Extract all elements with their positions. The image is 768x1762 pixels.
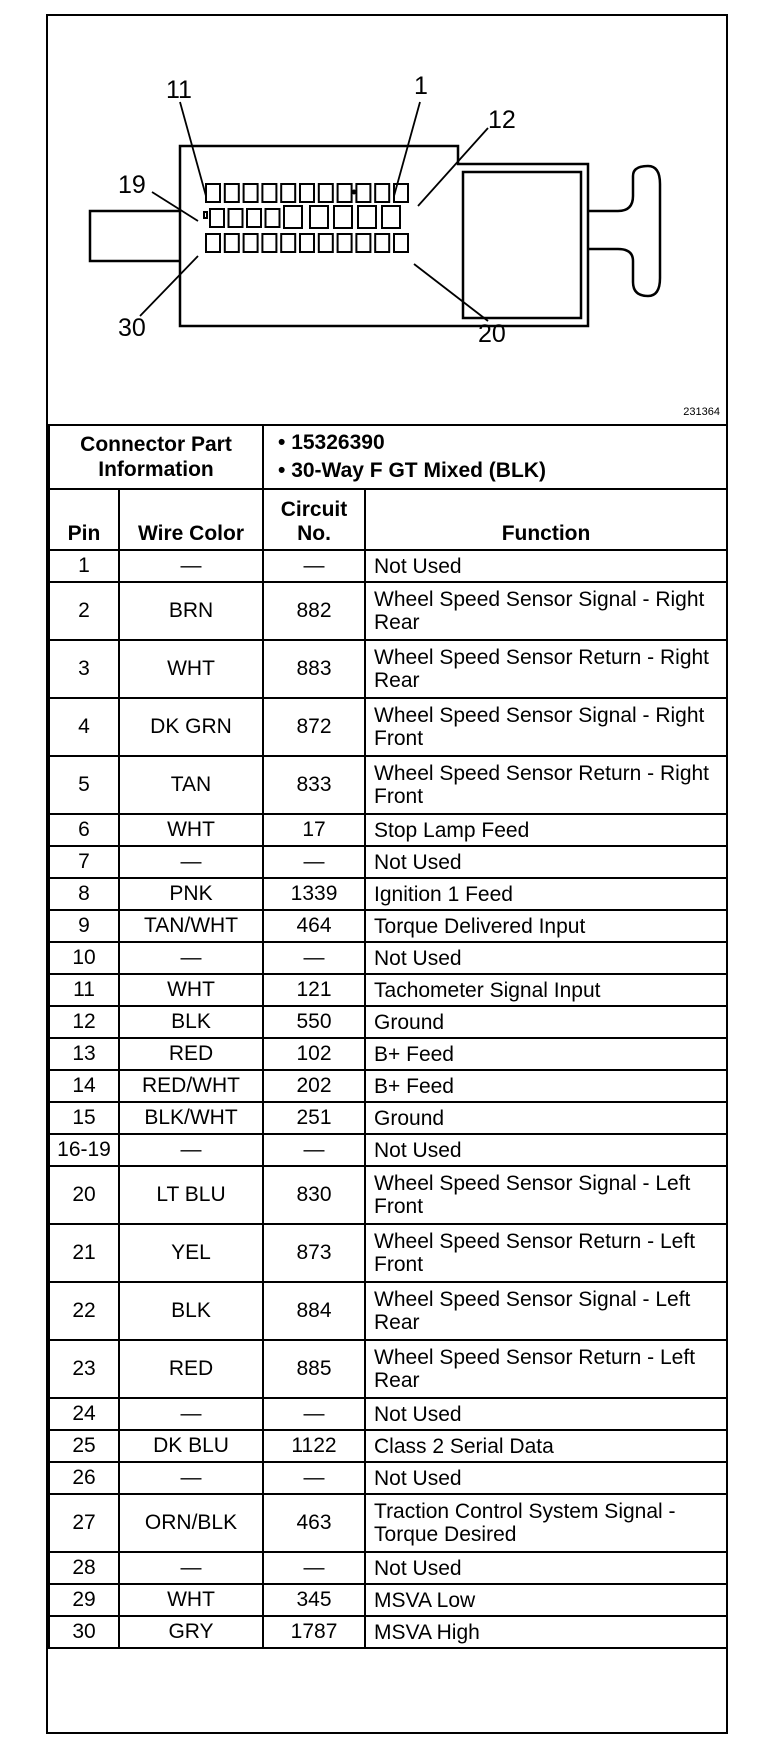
circuit-cell: 1787 xyxy=(263,1616,365,1648)
pin-cell: 28 xyxy=(49,1552,119,1584)
table-row xyxy=(49,550,727,582)
pin-cavity xyxy=(210,209,224,227)
function-cell: Not Used xyxy=(365,942,727,974)
pin-cavities xyxy=(204,184,408,252)
pin-label-12: 12 xyxy=(488,106,516,134)
header-pin: Pin xyxy=(49,489,119,550)
table-row xyxy=(49,582,727,640)
pin-cavity xyxy=(300,234,314,252)
pin-label-19: 19 xyxy=(118,171,146,199)
figure-id: 231364 xyxy=(683,406,720,418)
table-row xyxy=(49,1102,727,1134)
circuit-cell: — xyxy=(263,942,365,974)
pin-cavity xyxy=(266,209,280,227)
wire-color-cell: TAN xyxy=(119,756,263,814)
circuit-cell: 102 xyxy=(263,1038,365,1070)
pin-cell: 16-19 xyxy=(49,1134,119,1166)
pin-cavity xyxy=(358,206,376,228)
wire-color-cell: — xyxy=(119,942,263,974)
table-row xyxy=(49,878,727,910)
table-row xyxy=(49,1430,727,1462)
pin-cavity xyxy=(394,234,408,252)
table-row xyxy=(49,1006,727,1038)
wire-color-cell: DK GRN xyxy=(119,698,263,756)
right-latch xyxy=(588,166,660,296)
table-row xyxy=(49,756,727,814)
pin-cavity xyxy=(375,184,389,202)
wire-color-cell: — xyxy=(119,846,263,878)
pin-cell: 11 xyxy=(49,974,119,1006)
circuit-cell: — xyxy=(263,1462,365,1494)
wire-color-cell: BLK xyxy=(119,1282,263,1340)
connector-sheet xyxy=(46,14,728,1734)
wire-color-cell: WHT xyxy=(119,974,263,1006)
function-cell: Ground xyxy=(365,1102,727,1134)
wire-color-cell: — xyxy=(119,1552,263,1584)
function-cell: Wheel Speed Sensor Signal - Right Front xyxy=(365,698,727,756)
connector-part-number: • 15326390 xyxy=(278,431,385,454)
pin-cavity xyxy=(206,184,220,202)
circuit-cell: 121 xyxy=(263,974,365,1006)
pin-cavity xyxy=(310,206,328,228)
header-circuit-no: Circuit No. xyxy=(263,489,365,550)
wire-color-cell: — xyxy=(119,1398,263,1430)
pin-marker-dot xyxy=(352,190,357,195)
table-row xyxy=(49,1038,727,1070)
connector-description: • 30-Way F GT Mixed (BLK) xyxy=(278,459,546,482)
wire-color-cell: ORN/BLK xyxy=(119,1494,263,1552)
pin-cell: 6 xyxy=(49,814,119,846)
circuit-cell: — xyxy=(263,1134,365,1166)
pin-cell: 27 xyxy=(49,1494,119,1552)
pin-cavity xyxy=(319,184,333,202)
function-cell: Stop Lamp Feed xyxy=(365,814,727,846)
table-row xyxy=(49,1494,727,1552)
pin-cavity xyxy=(225,184,239,202)
wire-color-cell: BRN xyxy=(119,582,263,640)
function-cell: B+ Feed xyxy=(365,1070,727,1102)
pin-cell: 13 xyxy=(49,1038,119,1070)
pinout-table xyxy=(48,424,728,1649)
pin-cell: 30 xyxy=(49,1616,119,1648)
pin-cavity xyxy=(244,184,258,202)
circuit-cell: — xyxy=(263,846,365,878)
function-cell: Wheel Speed Sensor Return - Right Rear xyxy=(365,640,727,698)
table-row xyxy=(49,1398,727,1430)
pin-cell: 20 xyxy=(49,1166,119,1224)
function-cell: Not Used xyxy=(365,550,727,582)
pin-cavity xyxy=(300,184,314,202)
table-row xyxy=(49,1166,727,1224)
pin-label-20: 20 xyxy=(478,320,506,348)
wire-color-cell: WHT xyxy=(119,814,263,846)
function-cell: Wheel Speed Sensor Signal - Right Rear xyxy=(365,582,727,640)
table-row xyxy=(49,1282,727,1340)
function-cell: Wheel Speed Sensor Signal - Left Rear xyxy=(365,1282,727,1340)
table-row xyxy=(49,1134,727,1166)
circuit-cell: 873 xyxy=(263,1224,365,1282)
wire-color-cell: BLK/WHT xyxy=(119,1102,263,1134)
table-row xyxy=(49,1462,727,1494)
wire-color-cell: — xyxy=(119,1462,263,1494)
function-cell: Torque Delivered Input xyxy=(365,910,727,942)
connector-info-row xyxy=(49,425,727,489)
circuit-cell: 833 xyxy=(263,756,365,814)
connector-diagram xyxy=(48,16,726,426)
connector-drawing xyxy=(48,16,726,424)
pin-cavity xyxy=(338,234,352,252)
pin-cell: 23 xyxy=(49,1340,119,1398)
table-row xyxy=(49,814,727,846)
function-cell: Not Used xyxy=(365,1398,727,1430)
circuit-cell: 345 xyxy=(263,1584,365,1616)
wire-color-cell: YEL xyxy=(119,1224,263,1282)
pin-cell: 3 xyxy=(49,640,119,698)
header-function: Function xyxy=(365,489,727,550)
circuit-cell: — xyxy=(263,550,365,582)
pin-cavity xyxy=(225,234,239,252)
header-wire-color: Wire Color xyxy=(119,489,263,550)
table-row xyxy=(49,1224,727,1282)
pin-cavity xyxy=(281,184,295,202)
pin-cavity xyxy=(244,234,258,252)
function-cell: B+ Feed xyxy=(365,1038,727,1070)
pin-cell: 10 xyxy=(49,942,119,974)
pin-cavity xyxy=(262,234,276,252)
function-cell: MSVA Low xyxy=(365,1584,727,1616)
table-row xyxy=(49,698,727,756)
pin-cavity xyxy=(375,234,389,252)
pin-cavity xyxy=(319,234,333,252)
pin-cell: 4 xyxy=(49,698,119,756)
table-row xyxy=(49,1340,727,1398)
pin-cavity xyxy=(284,206,302,228)
wire-color-cell: RED xyxy=(119,1038,263,1070)
wire-color-cell: RED xyxy=(119,1340,263,1398)
wire-color-cell: — xyxy=(119,1134,263,1166)
circuit-cell: 550 xyxy=(263,1006,365,1038)
pin-cavity xyxy=(204,212,207,218)
function-cell: Not Used xyxy=(365,1134,727,1166)
pin-cell: 12 xyxy=(49,1006,119,1038)
table-row xyxy=(49,974,727,1006)
circuit-cell: 830 xyxy=(263,1166,365,1224)
connector-info-label: Connector Part Information xyxy=(49,425,263,489)
circuit-cell: 251 xyxy=(263,1102,365,1134)
pin-cavity xyxy=(356,184,370,202)
wire-color-cell: PNK xyxy=(119,878,263,910)
function-cell: Traction Control System Signal - Torque Desired xyxy=(365,1494,727,1552)
function-cell: Tachometer Signal Input xyxy=(365,974,727,1006)
function-cell: Not Used xyxy=(365,846,727,878)
table-row xyxy=(49,846,727,878)
wire-color-cell: BLK xyxy=(119,1006,263,1038)
table-row xyxy=(49,910,727,942)
pin-cell: 21 xyxy=(49,1224,119,1282)
table-row xyxy=(49,1070,727,1102)
function-cell: MSVA High xyxy=(365,1616,727,1648)
circuit-cell: 17 xyxy=(263,814,365,846)
circuit-cell: 1122 xyxy=(263,1430,365,1462)
wire-color-cell: DK BLU xyxy=(119,1430,263,1462)
circuit-cell: 884 xyxy=(263,1282,365,1340)
circuit-cell: 883 xyxy=(263,640,365,698)
wire-color-cell: WHT xyxy=(119,1584,263,1616)
pin-cell: 15 xyxy=(49,1102,119,1134)
function-cell: Wheel Speed Sensor Return - Left Front xyxy=(365,1224,727,1282)
pin-cell: 5 xyxy=(49,756,119,814)
table-row xyxy=(49,1584,727,1616)
function-cell: Wheel Speed Sensor Signal - Left Front xyxy=(365,1166,727,1224)
pin-cell: 25 xyxy=(49,1430,119,1462)
circuit-cell: 885 xyxy=(263,1340,365,1398)
table-row xyxy=(49,1552,727,1584)
pin-cavity xyxy=(334,206,352,228)
pin-cell: 2 xyxy=(49,582,119,640)
wire-color-cell: LT BLU xyxy=(119,1166,263,1224)
circuit-cell: — xyxy=(263,1552,365,1584)
pin-cavity xyxy=(281,234,295,252)
circuit-cell: 872 xyxy=(263,698,365,756)
pin-cell: 9 xyxy=(49,910,119,942)
pin-cavity xyxy=(338,184,352,202)
pin-cavity xyxy=(382,206,400,228)
wire-color-cell: GRY xyxy=(119,1616,263,1648)
pin-cavity xyxy=(206,234,220,252)
pin-cell: 8 xyxy=(49,878,119,910)
pin-cavity xyxy=(229,209,243,227)
table-row xyxy=(49,640,727,698)
function-cell: Ground xyxy=(365,1006,727,1038)
function-cell: Class 2 Serial Data xyxy=(365,1430,727,1462)
pin-cell: 24 xyxy=(49,1398,119,1430)
function-cell: Not Used xyxy=(365,1462,727,1494)
pin-cavity xyxy=(247,209,261,227)
pin-cell: 7 xyxy=(49,846,119,878)
pin-cavity xyxy=(262,184,276,202)
pin-cell: 14 xyxy=(49,1070,119,1102)
pin-cell: 29 xyxy=(49,1584,119,1616)
table-row xyxy=(49,942,727,974)
wire-color-cell: WHT xyxy=(119,640,263,698)
circuit-cell: 463 xyxy=(263,1494,365,1552)
circuit-cell: 1339 xyxy=(263,878,365,910)
table-row xyxy=(49,1616,727,1648)
circuit-cell: 464 xyxy=(263,910,365,942)
header-row xyxy=(49,489,727,550)
pin-label-30: 30 xyxy=(118,314,146,342)
connector-info-values xyxy=(263,425,727,489)
pin-cell: 26 xyxy=(49,1462,119,1494)
wire-color-cell: — xyxy=(119,550,263,582)
function-cell: Wheel Speed Sensor Return - Left Rear xyxy=(365,1340,727,1398)
pin-cell: 22 xyxy=(49,1282,119,1340)
left-tab xyxy=(90,211,180,261)
pin-label-11: 11 xyxy=(166,76,192,104)
latch-box xyxy=(463,172,581,318)
function-cell: Not Used xyxy=(365,1552,727,1584)
pin-cavity xyxy=(356,234,370,252)
wire-color-cell: RED/WHT xyxy=(119,1070,263,1102)
function-cell: Ignition 1 Feed xyxy=(365,878,727,910)
circuit-cell: — xyxy=(263,1398,365,1430)
pin-label-1: 1 xyxy=(414,72,428,100)
circuit-cell: 202 xyxy=(263,1070,365,1102)
pin-cell: 1 xyxy=(49,550,119,582)
circuit-cell: 882 xyxy=(263,582,365,640)
wire-color-cell: TAN/WHT xyxy=(119,910,263,942)
function-cell: Wheel Speed Sensor Return - Right Front xyxy=(365,756,727,814)
